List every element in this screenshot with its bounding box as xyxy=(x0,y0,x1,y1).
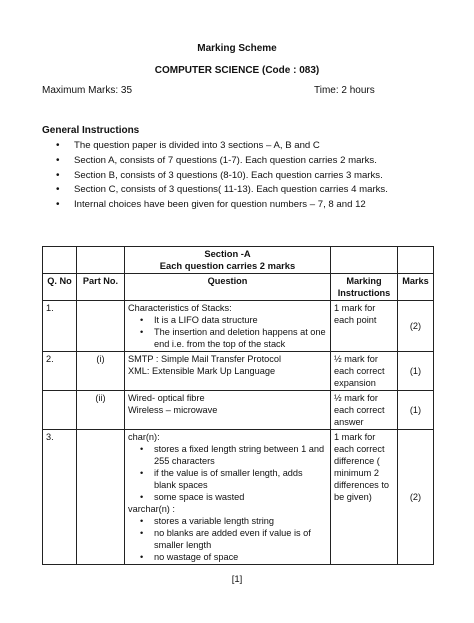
instruction-item: • Section A, consists of 7 questions (1-7). Each question carries 2 marks. xyxy=(42,154,442,169)
answer-line: XML: Extensible Mark Up Language xyxy=(128,366,276,376)
header-instructions: Marking Instructions xyxy=(331,274,398,301)
char-label: char(n): xyxy=(128,432,160,442)
document-title: Marking Scheme xyxy=(197,43,277,54)
marks-cell: (1) xyxy=(398,391,434,430)
part-cell xyxy=(77,430,125,565)
part-cell: (ii) xyxy=(77,391,125,430)
qno-cell: 1. xyxy=(43,301,77,352)
maximum-marks: Maximum Marks: 35 xyxy=(42,85,133,96)
blank-cell xyxy=(77,247,125,274)
question-cell xyxy=(125,430,331,565)
table-row xyxy=(43,301,434,352)
bullet-item: • some space is wasted xyxy=(128,491,327,503)
instruction-item: • The question paper is divided into 3 sections – A, B and C xyxy=(42,139,442,154)
blank-cell xyxy=(398,247,434,274)
answer-line: Wireless – microwave xyxy=(128,405,218,415)
bullet-item: • no wastage of space xyxy=(128,551,327,563)
answer-line: SMTP : Simple Mail Transfer Protocol xyxy=(128,354,282,364)
blank-cell xyxy=(43,247,77,274)
instructions-cell: 1 mark for each correct difference ( minimum 2 differences to be given) xyxy=(331,430,398,565)
section-subtitle: Each question carries 2 marks xyxy=(159,260,296,271)
header-marks: Marks xyxy=(398,274,434,301)
header-qno: Q. No xyxy=(43,274,77,301)
instruction-item: • Internal choices have been given for question numbers – 7, 8 and 12 xyxy=(42,198,442,213)
marks-cell: (2) xyxy=(398,301,434,352)
question-cell xyxy=(125,391,331,430)
marks-cell: (1) xyxy=(398,352,434,391)
blank-cell xyxy=(331,247,398,274)
general-instructions-list xyxy=(42,139,442,213)
time-allowed: Time: 2 hours xyxy=(314,85,375,96)
bullet-item: • stores a variable length string xyxy=(128,515,327,527)
instructions-cell: 1 mark for each point xyxy=(331,301,398,352)
subject-title: COMPUTER SCIENCE (Code : 083) xyxy=(154,65,320,76)
table-row xyxy=(43,352,434,391)
instructions-cell: ½ mark for each correct answer xyxy=(331,391,398,430)
bullet-item: • The insertion and deletion happens at one end i.e. from the top of the stack xyxy=(128,326,327,350)
question-bullets xyxy=(128,314,327,350)
part-cell xyxy=(77,301,125,352)
table-header-row xyxy=(43,274,434,301)
varchar-label: varchar(n) : xyxy=(128,504,175,514)
answer-line: Wired- optical fibre xyxy=(128,393,205,403)
question-lead: Characteristics of Stacks: xyxy=(128,303,232,313)
table-row xyxy=(43,430,434,565)
question-cell xyxy=(125,352,331,391)
marks-cell: (2) xyxy=(398,430,434,565)
section-heading-cell xyxy=(125,247,331,274)
instructions-cell: ½ mark for each correct expansion xyxy=(331,352,398,391)
bullet-item: • stores a fixed length string between 1 and 255 characters xyxy=(128,443,327,467)
qno-cell xyxy=(43,391,77,430)
header-question: Question xyxy=(125,274,331,301)
table-row xyxy=(43,391,434,430)
part-cell: (i) xyxy=(77,352,125,391)
qno-cell: 3. xyxy=(43,430,77,565)
instruction-item: • Section C, consists of 3 questions( 11-13). Each question carries 4 marks. xyxy=(42,183,442,198)
qno-cell: 2. xyxy=(43,352,77,391)
char-bullets xyxy=(128,443,327,503)
bullet-item: • no blanks are added even if value is of smaller length xyxy=(128,527,327,551)
instruction-item: • Section B, consists of 3 questions (8-10). Each question carries 3 marks. xyxy=(42,169,442,184)
header-part: Part No. xyxy=(77,274,125,301)
section-title: Section -A xyxy=(204,248,251,259)
page-number: [1] xyxy=(231,574,243,585)
bullet-item: • It is a LIFO data structure xyxy=(128,314,327,326)
marking-table xyxy=(42,246,434,565)
general-instructions-heading: General Instructions xyxy=(42,125,140,136)
bullet-item: • if the value is of smaller length, adds blank spaces xyxy=(128,467,327,491)
varchar-bullets xyxy=(128,515,327,563)
question-cell xyxy=(125,301,331,352)
